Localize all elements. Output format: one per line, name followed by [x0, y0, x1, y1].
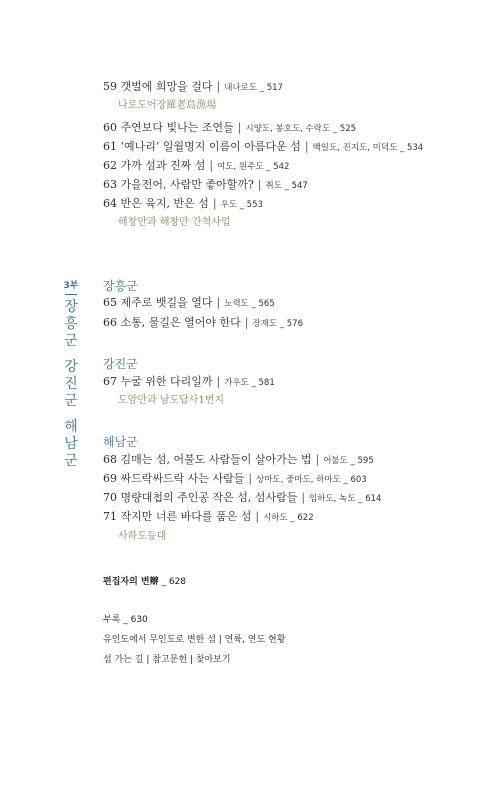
editor-note: [103, 574, 186, 587]
toc-entry: [103, 472, 367, 487]
entry-places: 어불도 _ 595: [323, 456, 374, 466]
part-region-char: 군: [64, 453, 78, 469]
toc-entry: [103, 296, 275, 311]
toc-entry: [103, 197, 263, 212]
part-region-char: 군: [64, 333, 78, 349]
entry-places: 내나로도 _ 517: [224, 83, 283, 93]
part-divider: [65, 294, 77, 295]
editor-note-label: 편집자의 변辯: [103, 577, 159, 587]
separator: |: [237, 121, 242, 134]
entry-title: 가까 섬과 진짜 섬: [120, 159, 206, 172]
separator: |: [216, 296, 221, 309]
separator: |: [212, 197, 217, 210]
separator: |: [257, 178, 262, 191]
appendix-title: 부록 _ 630: [103, 615, 148, 625]
toc-subentry: 사하도등대: [118, 531, 167, 542]
part-region-char: 장: [64, 299, 78, 315]
toc-entry: [103, 178, 308, 193]
entry-title: 소통, 물길은 열어야 한다: [120, 316, 241, 329]
entry-number: 71: [103, 510, 117, 523]
part-region-char: 해: [64, 419, 78, 435]
part-region-char: 남: [64, 436, 78, 452]
entry-places: 임하도, 녹도 _ 614: [309, 494, 382, 504]
appendix-line: 섬 가는 길 | 참고문헌 | 찾아보기: [103, 655, 231, 665]
entry-places: 노력도 _ 565: [224, 299, 275, 309]
entry-number: 65: [103, 296, 117, 309]
entry-number: 70: [103, 491, 117, 504]
entry-number: 66: [103, 316, 117, 329]
entry-number: 60: [103, 121, 117, 134]
separator: |: [216, 80, 221, 93]
region-heading: 장흥군: [103, 279, 138, 293]
separator: |: [248, 472, 253, 485]
part-label-vertical: [60, 278, 82, 470]
editor-note-page: _ 628: [161, 577, 187, 587]
entry-places: 시양도, 봉호도, 수락도 _ 525: [245, 124, 357, 134]
toc-entry: [103, 491, 381, 506]
separator: |: [255, 510, 260, 523]
entry-number: 62: [103, 159, 117, 172]
separator: |: [301, 491, 306, 504]
entry-title: 싸드락싸드락 사는 사람들: [120, 472, 245, 485]
part-region-char: 군: [64, 393, 78, 409]
entry-number: 69: [103, 472, 117, 485]
separator: |: [216, 375, 221, 388]
entry-title: ‘예나리’ 일월명지 이름이 아름다운 섬: [120, 140, 301, 153]
entry-title: 누굴 위한 다리일까: [120, 375, 213, 388]
entry-title: 작지만 너른 바다를 품은 섬: [120, 510, 252, 523]
entry-places: 상마도, 중마도, 하마도 _ 603: [256, 475, 367, 485]
entry-title: 명량대첩의 주인공 작은 섬, 섬사람들: [120, 491, 298, 504]
toc-entry: [103, 121, 356, 136]
separator: |: [209, 159, 214, 172]
part-region-char: 진: [64, 376, 78, 392]
entry-number: 61: [103, 140, 117, 153]
entry-title: 가을전어, 사람만 좋아할까?: [120, 178, 254, 191]
toc-entry: [103, 159, 289, 174]
toc-entry: [103, 510, 314, 525]
entry-places: 장재도 _ 576: [252, 319, 303, 329]
entry-number: 63: [103, 178, 117, 191]
entry-title: 주연보다 빛나는 조연들: [120, 121, 234, 134]
separator: |: [304, 140, 309, 153]
entry-title: 김매는 섬, 어불도 사람들이 살아가는 법: [120, 453, 312, 466]
toc-entry: [103, 375, 275, 390]
appendix-line: 유인도에서 무인도로 변한 섬 | 연륙, 연도 현황: [103, 635, 286, 645]
toc-subentry: 도암만과 남도답사1번지: [118, 395, 225, 406]
entry-number: 67: [103, 375, 117, 388]
toc-entry: [103, 316, 303, 331]
entry-places: 여도, 원주도 _ 542: [217, 162, 290, 172]
entry-title: 반은 육지, 반은 섬: [120, 197, 209, 210]
region-heading: 강진군: [103, 357, 138, 371]
entry-title: 갯벌에 희망을 걸다: [120, 80, 213, 93]
entry-places: 취도 _ 547: [265, 181, 308, 191]
separator: |: [315, 453, 320, 466]
toc-entry: [103, 80, 283, 95]
toc-subentry: 나로도어장羅老島漁場: [118, 100, 217, 111]
part-region-char: 강: [64, 359, 78, 375]
entry-number: 64: [103, 197, 117, 210]
toc-entry: [103, 140, 423, 155]
part-region-char: 흥: [64, 316, 78, 332]
part-number: 3부: [63, 281, 79, 291]
region-heading: 해남군: [103, 435, 138, 449]
toc-subentry: 해창만과 해창만 간척사업: [118, 217, 231, 228]
entry-places: 시하도 _ 622: [263, 513, 314, 523]
separator: |: [244, 316, 249, 329]
entry-places: 가우도 _ 581: [224, 378, 275, 388]
entry-title: 제주로 뱃길을 열다: [120, 296, 213, 309]
entry-number: 59: [103, 80, 117, 93]
entry-places: 백일도, 진지도, 미덕도 _ 534: [312, 143, 424, 153]
toc-entry: [103, 453, 374, 468]
entry-places: 우도 _ 553: [220, 200, 263, 210]
entry-number: 68: [103, 453, 117, 466]
